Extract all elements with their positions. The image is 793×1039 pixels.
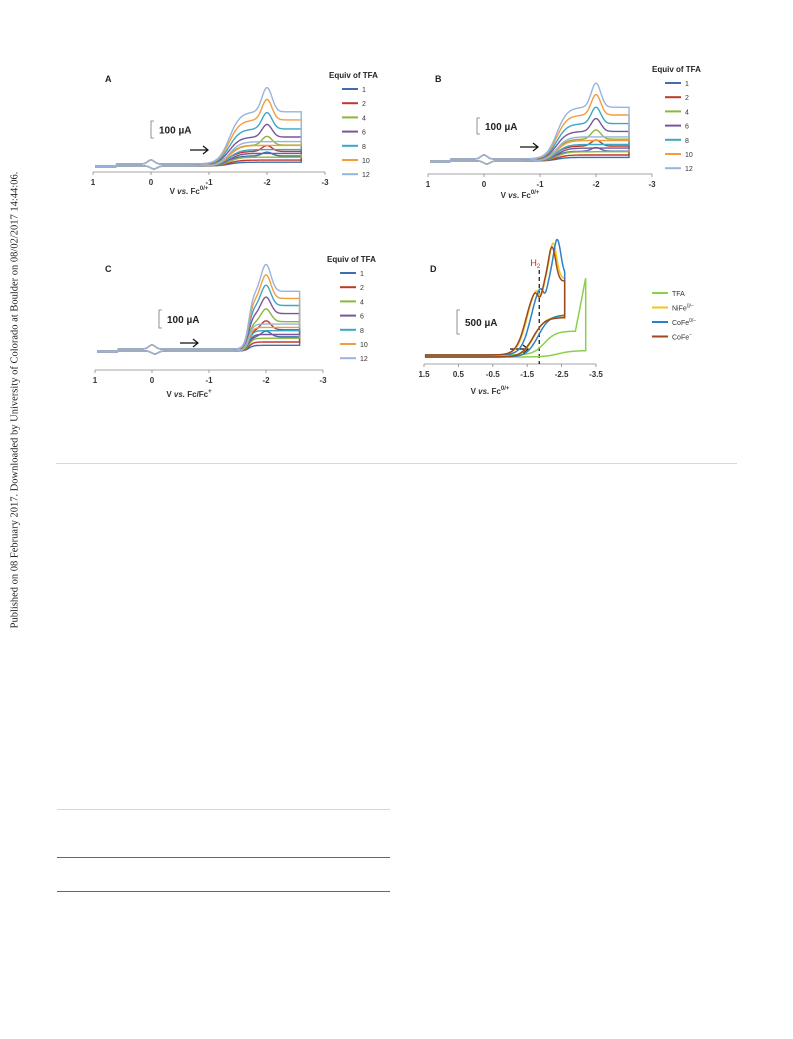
scale-bar-label: 100 µA xyxy=(159,125,192,137)
legend-item-charge: 0/− xyxy=(689,318,697,324)
x-tick-label: 1 xyxy=(425,180,431,189)
x-axis xyxy=(418,364,603,396)
legend-item-label: 10 xyxy=(685,152,693,159)
legend-item-label: 6 xyxy=(362,129,366,137)
x-axis-label-vs: vs. xyxy=(478,387,490,396)
h2-label xyxy=(530,258,541,270)
x-tick-label: -3 xyxy=(319,376,327,385)
scale-bar-bracket xyxy=(159,310,162,328)
legend-item-charge: 0/− xyxy=(686,303,694,310)
legend-item-label: 1 xyxy=(360,271,364,278)
x-axis-label xyxy=(471,386,510,396)
legend-title: Equiv of TFA xyxy=(327,255,376,264)
legend-item-label: 4 xyxy=(685,109,689,117)
x-tick-label: 0.5 xyxy=(452,370,464,379)
x-axis-label-sup: 0/+ xyxy=(530,190,540,196)
x-tick-label: -2.5 xyxy=(554,370,569,379)
legend-item-name: CoFe xyxy=(672,334,690,342)
x-tick-label: 0 xyxy=(481,180,487,189)
x-tick-label: -1.5 xyxy=(520,370,535,379)
legend-item-charge: − xyxy=(689,332,693,339)
x-axis-label-vs: vs. xyxy=(173,390,186,399)
section-divider xyxy=(56,463,737,464)
legend xyxy=(652,65,701,173)
legend-item-name: CoFe xyxy=(672,320,690,327)
x-axis-label xyxy=(166,389,212,399)
x-tick-label: -3 xyxy=(648,180,656,189)
cv-traces xyxy=(426,240,586,365)
sweep-direction-arrow xyxy=(190,146,208,154)
scale-bar xyxy=(457,310,497,334)
legend xyxy=(652,291,696,342)
cv-traces xyxy=(431,83,629,164)
sweep-direction-arrow xyxy=(180,339,198,347)
scale-bar-bracket xyxy=(457,310,460,334)
x-axis-label-ref: Fc/Fc xyxy=(185,390,209,399)
scale-bar-bracket xyxy=(151,121,154,138)
panel-label: D xyxy=(430,264,437,274)
x-axis-label-ref: Fc xyxy=(519,191,531,200)
chart-panel-a xyxy=(85,66,405,216)
legend-item-label: 4 xyxy=(362,115,366,123)
legend-item-label xyxy=(672,291,685,298)
x-axis xyxy=(91,172,329,196)
panel-label: A xyxy=(105,74,112,84)
x-axis-label-prefix: V xyxy=(500,191,509,200)
table-bottom-rule xyxy=(57,891,390,892)
legend-item-label: 8 xyxy=(685,137,689,145)
table-mid-rule xyxy=(57,857,390,858)
x-axis-label-sup: 0/+ xyxy=(500,386,510,392)
x-tick-label: -0.5 xyxy=(485,370,500,379)
download-notice-text: Published on 08 February 2017. Downloaded by University of Colorado at Boulder on 08/02/2017 14:44:06. xyxy=(9,171,21,629)
cv-trace-equiv-10 xyxy=(96,100,301,170)
scale-bar-bracket xyxy=(477,118,480,134)
x-tick-label: -1 xyxy=(205,178,213,187)
legend-item-label: 12 xyxy=(685,166,693,174)
x-axis-label-prefix: V xyxy=(470,387,479,396)
legend-item-label: 6 xyxy=(685,123,689,131)
legend xyxy=(327,255,376,363)
legend-item-label xyxy=(672,333,692,342)
x-tick-label: -2 xyxy=(262,376,270,385)
legend-title: Equiv of TFA xyxy=(329,71,378,80)
legend-item-label xyxy=(672,318,696,327)
x-tick-label: -3.5 xyxy=(589,370,603,379)
x-axis-label-sup: + xyxy=(208,389,212,395)
x-axis-label-ref: Fc xyxy=(188,187,200,196)
x-axis-label-prefix: V xyxy=(169,187,178,196)
scale-bar xyxy=(159,310,199,328)
download-notice xyxy=(4,0,26,1039)
table-top-rule xyxy=(57,809,390,810)
cv-traces xyxy=(98,265,300,354)
chart-svg xyxy=(420,60,740,220)
cv-traces xyxy=(96,88,301,169)
legend xyxy=(329,71,378,179)
cv-trace-cofe-2 xyxy=(426,240,565,358)
x-axis-label-ref: Fc xyxy=(489,387,501,396)
legend-item-name: NiFe xyxy=(672,305,687,313)
chart-panel-c xyxy=(85,252,405,402)
legend-item-label: 8 xyxy=(362,143,366,151)
scale-bar-label: 500 µA xyxy=(465,318,498,329)
x-axis-label xyxy=(170,186,209,196)
panel-label: B xyxy=(435,74,442,84)
legend-item-label: 10 xyxy=(362,158,370,165)
x-tick-label: 1.5 xyxy=(418,370,430,379)
legend-item-label: 4 xyxy=(360,299,364,307)
sweep-direction-arrow xyxy=(520,143,538,151)
x-tick-label: -3 xyxy=(321,178,329,187)
chart-svg xyxy=(420,252,740,402)
legend-item-label: 6 xyxy=(360,313,364,321)
legend-item-label: 12 xyxy=(360,356,368,364)
x-axis-label xyxy=(501,190,540,200)
h2-label-sub: 2 xyxy=(536,264,541,270)
legend-item-label: 2 xyxy=(685,95,689,103)
x-tick-label: -1 xyxy=(205,376,213,385)
x-axis xyxy=(93,370,327,399)
x-axis xyxy=(426,174,656,200)
x-tick-label: 0 xyxy=(148,178,154,187)
scale-bar-label: 100 µA xyxy=(485,122,518,133)
cv-trace-nife-1 xyxy=(426,243,565,357)
legend-item-label: 2 xyxy=(360,285,364,293)
x-axis-label-prefix: V xyxy=(166,390,174,399)
chart-panel-b xyxy=(420,60,740,220)
legend-item-label: 1 xyxy=(685,81,689,88)
x-tick-label: -1 xyxy=(536,180,544,189)
x-axis-label-vs: vs. xyxy=(508,191,520,200)
legend-item-label: 10 xyxy=(360,342,368,349)
x-tick-label: -2 xyxy=(592,180,600,189)
chart-panel-d xyxy=(420,252,740,402)
chart-svg xyxy=(85,252,405,402)
legend-item-label: 1 xyxy=(362,87,366,94)
legend-item-name: TFA xyxy=(672,291,685,298)
panel-label: C xyxy=(105,264,112,274)
x-tick-label: 1 xyxy=(90,178,96,187)
x-tick-label: -2 xyxy=(263,178,271,187)
x-axis-label-sup: 0/+ xyxy=(199,186,209,192)
scale-bar xyxy=(151,121,191,138)
cv-trace-cofe-3 xyxy=(426,247,565,357)
scale-bar xyxy=(477,118,517,134)
legend-item-label: 2 xyxy=(362,101,366,109)
legend-item-label xyxy=(672,304,694,313)
legend-item-label: 8 xyxy=(360,327,364,335)
legend-title: Equiv of TFA xyxy=(652,65,701,74)
legend-item-label: 12 xyxy=(362,172,370,180)
x-axis-label-vs: vs. xyxy=(177,187,189,196)
cv-trace-equiv-10 xyxy=(431,95,629,164)
h2-label-main: H xyxy=(530,258,537,268)
x-tick-label: 1 xyxy=(92,376,98,385)
chart-svg xyxy=(85,66,405,216)
scale-bar-label: 100 µA xyxy=(167,315,200,326)
x-tick-label: 0 xyxy=(149,376,155,385)
